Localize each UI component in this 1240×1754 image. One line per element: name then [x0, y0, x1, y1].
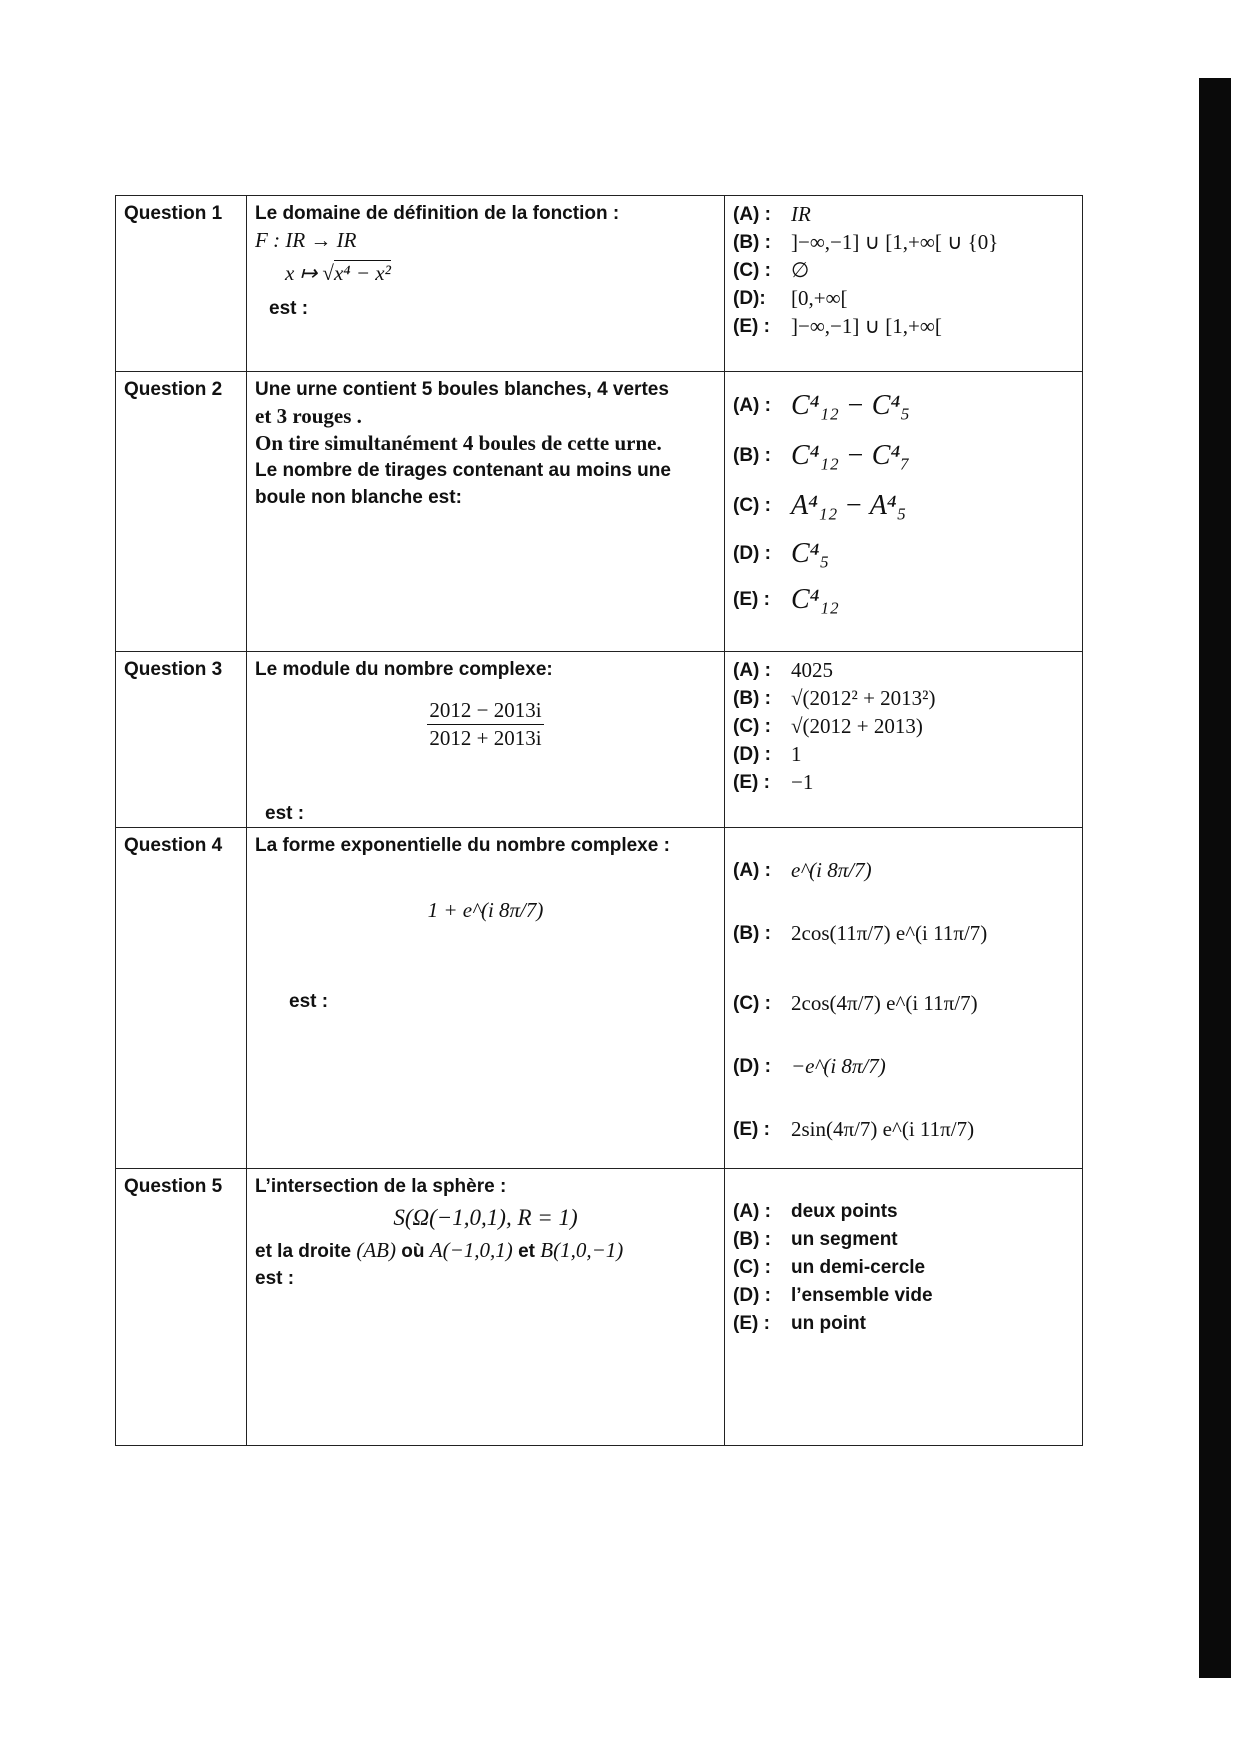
option-label: (D) : [733, 1284, 771, 1306]
option-e[interactable] [733, 312, 1074, 340]
option-b[interactable] [733, 898, 1074, 968]
option-b[interactable] [733, 430, 1074, 480]
statement-suffix: est : [255, 1268, 295, 1289]
question-row-2 [116, 372, 1083, 652]
option-d[interactable] [733, 740, 1074, 768]
option-label: (A) : [733, 394, 771, 416]
question-label: Question 4 [116, 828, 247, 1169]
statement-line: On tire simultanément 4 boules de cette urne. [255, 431, 662, 455]
statement-text: L’intersection de la sphère : [255, 1176, 507, 1197]
function-mapping [285, 260, 716, 287]
question-statement [247, 196, 725, 372]
question-statement [247, 828, 725, 1169]
question-row-3 [116, 652, 1083, 828]
denominator: 2012 + 2013i [429, 726, 542, 750]
option-label: (E) : [733, 588, 770, 610]
statement-line: Le nombre de tirages contenant au moins une [255, 460, 671, 481]
option-c[interactable] [733, 1253, 1074, 1281]
mapping-prefix: x ↦ √ [285, 261, 334, 285]
option-label: (B) : [733, 444, 771, 466]
option-value: e^(i 8π/7) [791, 857, 872, 882]
option-label: (B) : [733, 231, 771, 253]
option-value: un point [791, 1312, 866, 1334]
option-value: C⁴₁₂ [791, 583, 839, 615]
option-value: C⁴₁₂ − C⁴₅ [791, 389, 910, 421]
option-b[interactable] [733, 684, 1074, 712]
statement-text: Le module du nombre complexe: [255, 659, 553, 680]
complex-fraction [255, 697, 716, 752]
options-cell [725, 196, 1083, 372]
question-row-5 [116, 1169, 1083, 1446]
option-label: (A) : [733, 1200, 771, 1222]
point-b: B(1,0,−1) [540, 1238, 624, 1262]
statement-text: Le domaine de définition de la fonction : [255, 203, 620, 224]
radicand: x⁴ − x² [333, 261, 391, 285]
statement-suffix: est : [289, 991, 329, 1012]
option-e[interactable] [733, 1094, 1074, 1164]
option-value: ]−∞,−1] ∪ [1,+∞[ ∪ {0} [791, 229, 999, 254]
question-statement [247, 372, 725, 652]
line-definition [255, 1237, 716, 1265]
option-value: l’ensemble vide [791, 1284, 933, 1306]
statement-line: boule non blanche est: [255, 487, 462, 508]
question-label: Question 2 [116, 372, 247, 652]
option-label: (D): [733, 287, 766, 309]
option-label: (A) : [733, 659, 771, 681]
option-e[interactable] [733, 768, 1074, 796]
option-c[interactable] [733, 712, 1074, 740]
option-label: (C) : [733, 1256, 771, 1278]
option-value: 2sin(4π/7) e^(i 11π/7) [791, 1116, 975, 1141]
option-value: −e^(i 8π/7) [791, 1053, 886, 1078]
options-cell [725, 652, 1083, 828]
option-label: (B) : [733, 1228, 771, 1250]
option-a[interactable] [733, 380, 1074, 430]
option-label: (D) : [733, 743, 771, 765]
options-cell [725, 828, 1083, 1169]
statement-suffix: est : [265, 803, 305, 824]
option-e[interactable] [733, 576, 1074, 622]
option-e[interactable] [733, 1309, 1074, 1337]
option-a[interactable] [733, 200, 1074, 228]
question-label: Question 5 [116, 1169, 247, 1446]
option-b[interactable] [733, 228, 1074, 256]
option-value: ]−∞,−1] ∪ [1,+∞[ [791, 313, 942, 338]
option-label: (C) : [733, 259, 771, 281]
line-et: et [518, 1241, 535, 1262]
question-row-4 [116, 828, 1083, 1169]
complex-expression: 1 + e^(i 8π/7) [427, 898, 544, 922]
option-value: 1 [791, 741, 802, 766]
statement-line: et 3 rouges . [255, 404, 362, 428]
option-value: 4025 [791, 657, 833, 682]
option-value: 2cos(11π/7) e^(i 11π/7) [791, 920, 988, 945]
numerator: 2012 − 2013i [427, 697, 543, 725]
option-value: un segment [791, 1228, 898, 1250]
option-value: C⁴₅ [791, 537, 830, 569]
option-value: −1 [791, 769, 814, 794]
option-d[interactable] [733, 1281, 1074, 1309]
option-label: (B) : [733, 687, 771, 709]
option-value: √(2012² + 2013²) [791, 685, 936, 710]
options-cell [725, 1169, 1083, 1446]
question-statement [247, 1169, 725, 1446]
question-statement [247, 652, 725, 828]
option-a[interactable] [733, 656, 1074, 684]
point-a: A(−1,0,1) [429, 1238, 513, 1262]
option-value: ∅ [791, 257, 810, 282]
option-value: [0,+∞[ [791, 285, 848, 310]
question-label: Question 1 [116, 196, 247, 372]
option-b[interactable] [733, 1225, 1074, 1253]
option-label: (E) : [733, 1312, 770, 1334]
option-d[interactable] [733, 284, 1074, 312]
option-value: √(2012 + 2013) [791, 713, 923, 738]
option-label: (C) : [733, 715, 771, 737]
option-label: (A) : [733, 203, 771, 225]
option-label: (E) : [733, 315, 770, 337]
line-ab: (AB) [356, 1238, 397, 1262]
option-value: 2cos(4π/7) e^(i 11π/7) [791, 990, 978, 1015]
option-label: (A) : [733, 859, 771, 881]
option-label: (B) : [733, 922, 771, 944]
option-value: A⁴₁₂ − A⁴₅ [791, 489, 907, 521]
statement-suffix: est : [269, 298, 309, 319]
option-c[interactable] [733, 480, 1074, 530]
options-cell [725, 372, 1083, 652]
sphere-equation: S(Ω(−1,0,1), R = 1) [393, 1205, 578, 1230]
statement-text: La forme exponentielle du nombre complexe : [255, 835, 670, 856]
function-signature: F : IR → IR [255, 228, 357, 252]
option-c[interactable] [733, 256, 1074, 284]
question-row-1 [116, 196, 1083, 372]
qcm-table [115, 195, 1083, 1446]
option-c[interactable] [733, 968, 1074, 1038]
option-label: (D) : [733, 542, 771, 564]
option-d[interactable] [733, 1038, 1074, 1094]
question-label: Question 3 [116, 652, 247, 828]
option-value: IR [791, 201, 811, 226]
statement-line: Une urne contient 5 boules blanches, 4 vertes [255, 379, 669, 400]
option-label: (C) : [733, 992, 771, 1014]
option-label: (D) : [733, 1055, 771, 1077]
option-d[interactable] [733, 530, 1074, 576]
option-label: (C) : [733, 494, 771, 516]
option-a[interactable] [733, 1197, 1074, 1225]
option-label: (E) : [733, 771, 770, 793]
option-value: C⁴₁₂ − C⁴₇ [791, 439, 910, 471]
option-label: (E) : [733, 1118, 770, 1140]
option-a[interactable] [733, 842, 1074, 898]
option-value: un demi-cercle [791, 1256, 926, 1278]
option-value: deux points [791, 1200, 898, 1222]
line-ou: où [401, 1241, 425, 1262]
line-prefix: et la droite [255, 1241, 352, 1262]
scan-edge-bar [1199, 78, 1231, 1678]
